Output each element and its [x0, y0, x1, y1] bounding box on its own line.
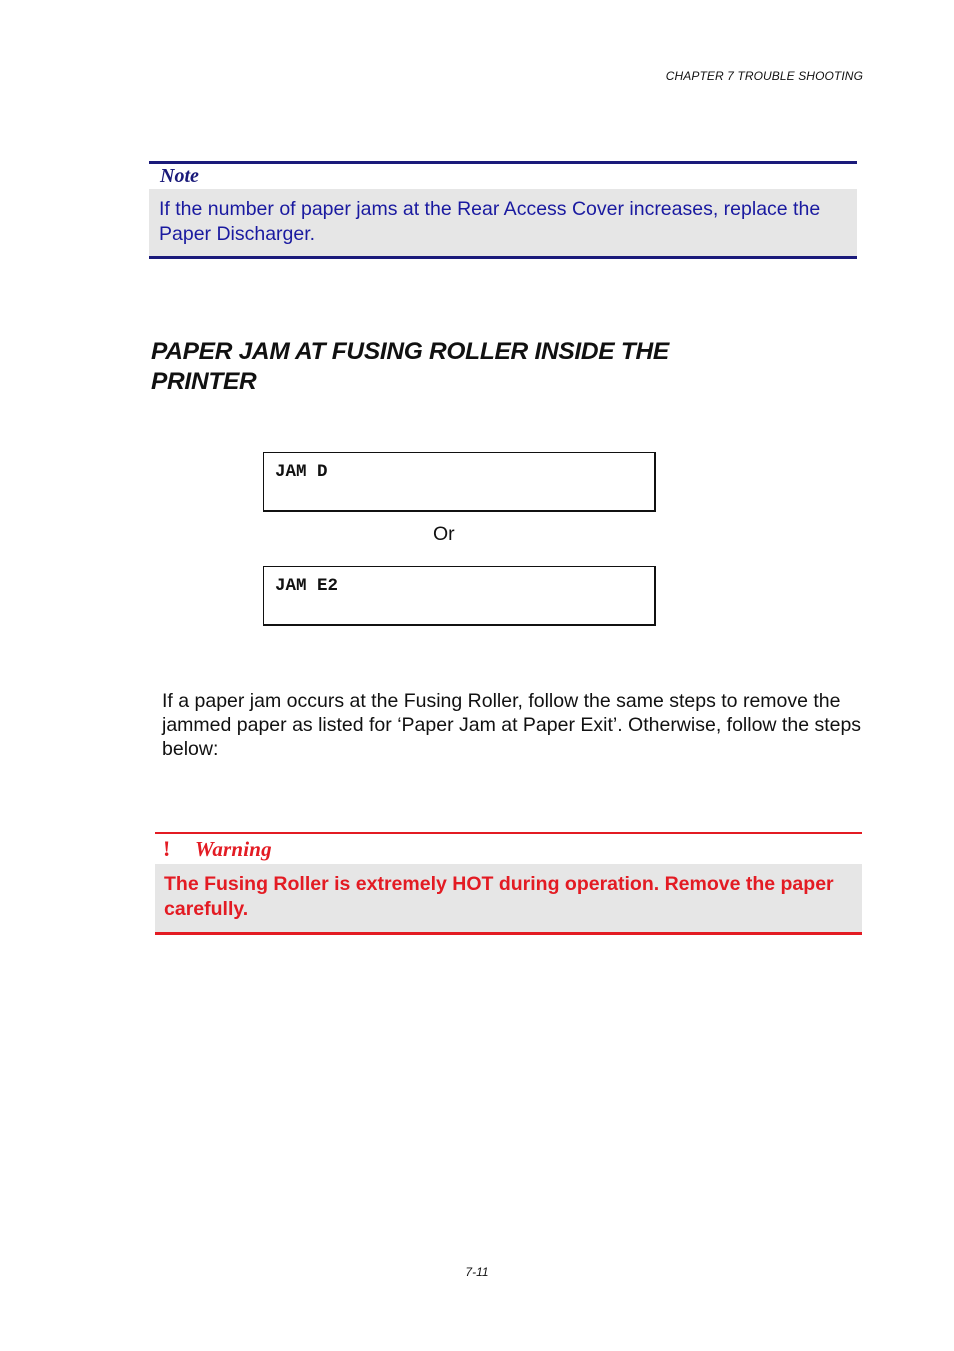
note-body: If the number of paper jams at the Rear Access Cover increases, replace the Paper Discharger. [149, 189, 857, 256]
lcd-message-jam-e2 [263, 566, 656, 626]
lcd-message-text: JAM D [275, 462, 328, 482]
warning-exclamation-icon: ! [163, 836, 171, 861]
lcd-message-text: JAM E2 [275, 576, 339, 596]
note-title: Note [160, 165, 199, 187]
section-heading-line-2: PRINTER [151, 368, 257, 395]
warning-body: The Fusing Roller is extremely HOT during operation. Remove the paper carefully. [155, 864, 862, 932]
warning-box [155, 832, 862, 935]
or-separator: Or [433, 523, 455, 545]
note-box [149, 161, 857, 259]
warning-title: Warning [195, 836, 272, 861]
section-heading [151, 337, 751, 397]
body-paragraph: If a paper jam occurs at the Fusing Roller, follow the same steps to remove the jammed paper as listed for ‘Paper Jam at Paper Exit’. Otherwise, follow the steps below: [162, 690, 862, 761]
lcd-message-jam-d [263, 452, 656, 512]
page-number: 7-11 [465, 1265, 489, 1279]
section-heading-line-1: PAPER JAM AT FUSING ROLLER INSIDE THE [151, 338, 669, 365]
running-header: CHAPTER 7 TROUBLE SHOOTING [665, 69, 863, 83]
warning-header [155, 834, 862, 864]
